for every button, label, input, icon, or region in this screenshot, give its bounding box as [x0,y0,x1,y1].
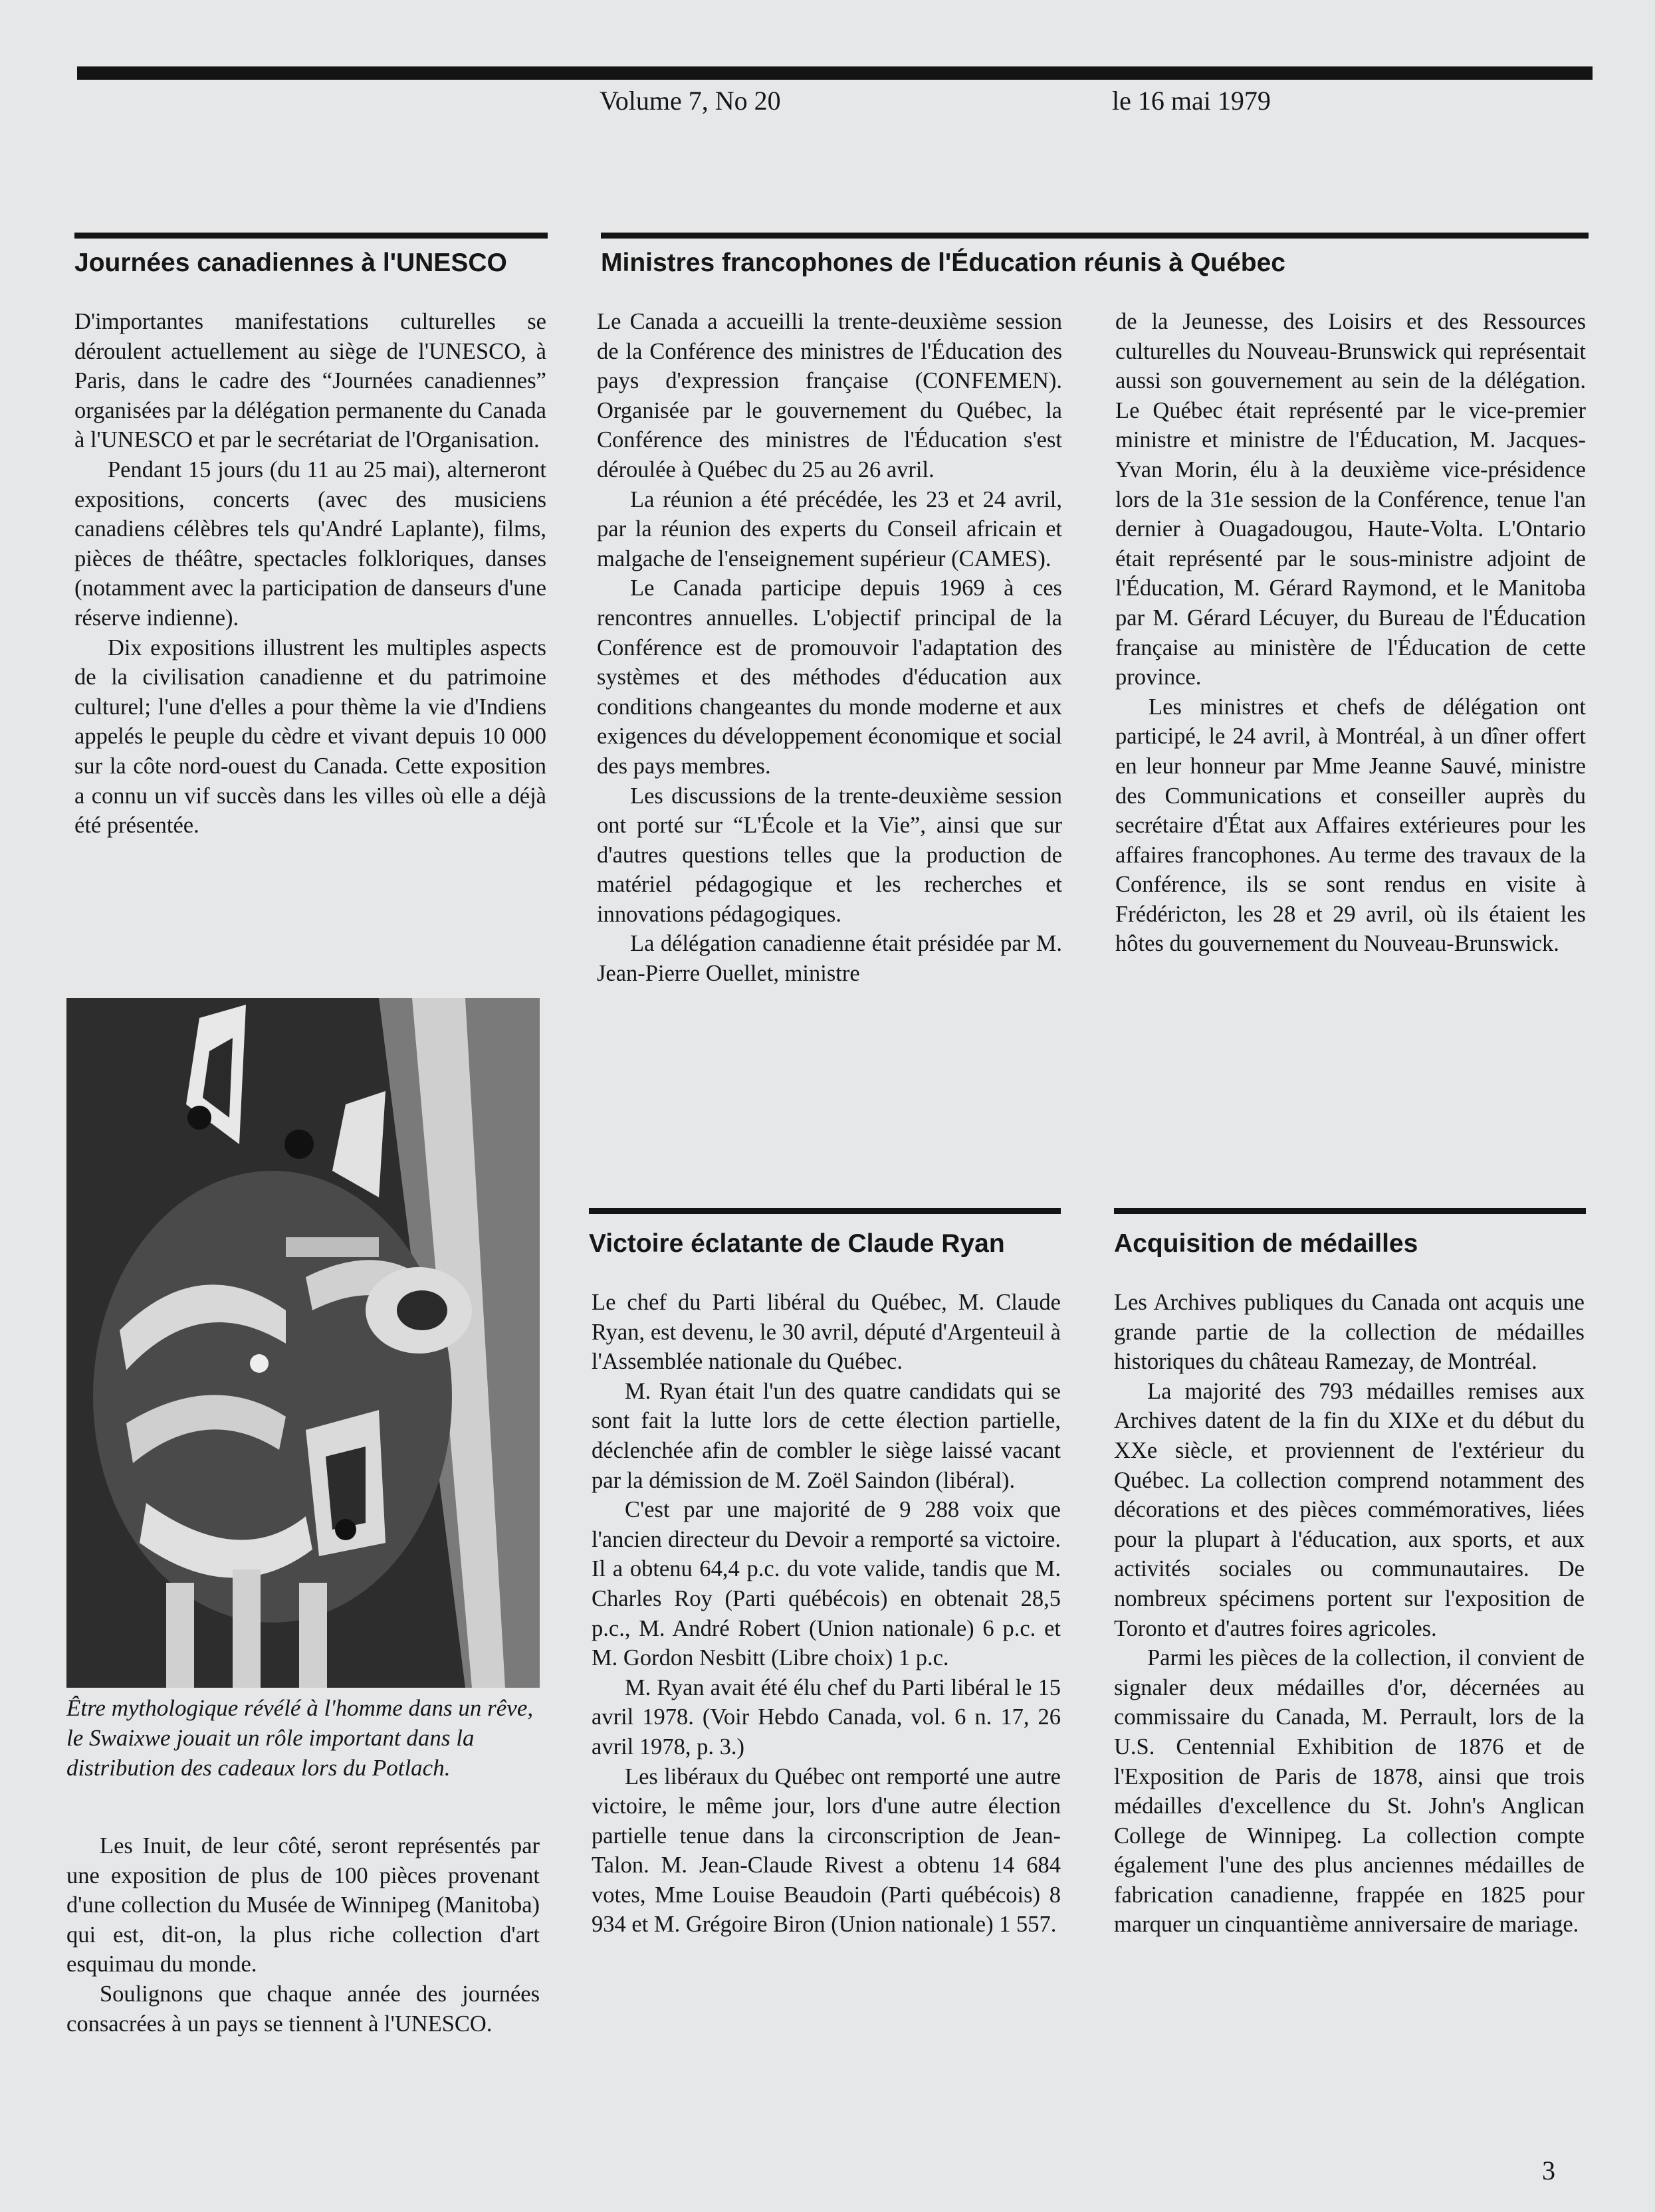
ministres-title: Ministres francophones de l'Éducation réunis à Québec [601,249,1285,277]
unesco-rule [74,233,548,239]
masthead-rule [77,66,1593,80]
ryan-paragraph: M. Ryan était l'un des quatre candidats qui se sont fait la lutte lors de cette élection partielle, déclenchée afin de combler le siège laissé vacant par la démission de M. Zoël Saindon (libéral). [592,1378,1061,1493]
page-number: 3 [1542,2156,1555,2185]
ministres-column-1 [597,307,1062,989]
unesco-paragraph: Dix expositions illustrent les multiples aspects de la civilisation canadienne et du patrimoine culturel; l'une d'elles a pour thème la vie d'Indiens appelés le peuple du cèdre et vivant depuis 10 000 sur la côte nord-ouest du Canada. Cette exposition a connu un vif succès dans les villes où elle a déjà été présentée. [74,635,546,839]
issue-date: le 16 mai 1979 [1112,86,1271,116]
ryan-rule [589,1208,1061,1214]
ministres-paragraph: Les discussions de la trente-deuxième session ont porté sur “L'École et la Vie”, ainsi que sur d'autres questions telles que la production de matériel pédagogique et les recherches et innovations pédagogiques. [597,783,1062,927]
unesco-paragraph: Pendant 15 jours (du 11 au 25 mai), alterneront expositions, concerts (avec des musiciens canadiens célèbres tels qu'André Laplante), films, pièces de théâtre, spectacles folkloriques, danses (notamment avec la participation de danseurs d'une réserve indienne). [74,456,546,631]
medailles-body [1114,1288,1585,1940]
ministres-column-2 [1115,307,1586,959]
ministres-paragraph: La réunion a été précédée, les 23 et 24 avril, par la réunion des experts du Conseil africain et malgache de l'enseignement supérieur (CAMES). [597,486,1062,571]
issue-volume: Volume 7, No 20 [600,86,781,116]
ministres-paragraph: de la Jeunesse, des Loisirs et des Ressources culturelles du Nouveau-Brunswick qui représentait aussi son gouvernement au sein de la délégation. Le Québec était représenté par le vice-premier ministre et ministre de l'Éducation, M. Jacques-Yvan Morin, élu à la deuxième vice-présidence lors de la 31e session de la Conférence, tenue l'an dernier à Ouagadougou, Haute-Volta. L'Ontario était représenté par le sous-ministre adjoint de l'Éducation, M. Gérard Raymond, et le Manitoba par M. Gérard Lécuyer, du Bureau de l'Éducation française au ministère de l'Éducation de cette province. [1115,309,1586,690]
ryan-title: Victoire éclatante de Claude Ryan [589,1229,1005,1258]
unesco-body [74,307,546,841]
unesco-paragraph: Les Inuit, de leur côté, seront représentés par une exposition de plus de 100 pièces provenant d'une collection du Musée de Winnipeg (Manitoba) qui est, dit-on, la plus riche collection d'art esquimau du monde. [66,1833,540,1977]
unesco-body-continued [66,1831,540,2039]
medailles-paragraph: La majorité des 793 médailles remises aux Archives datent de la fin du XIXe et du début du XXe siècle, et proviennent de l'extérieur du Québec. La collection comprend notamment des décorations et des pièces commémoratives, liées pour la plupart à l'éducation, aux sports, et aux activités sociales ou communautaires. De nombreux spécimens portent sur l'exposition de Toronto et d'autres foires agricoles. [1114,1378,1585,1641]
ministres-rule [601,233,1589,239]
ryan-body [592,1288,1061,1940]
medailles-paragraph: Les Archives publiques du Canada ont acquis une grande partie de la collection de médailles historiques du château Ramezay, de Montréal. [1114,1290,1585,1375]
unesco-title: Journées canadiennes à l'UNESCO [74,249,507,277]
ministres-paragraph: La délégation canadienne était présidée par M. Jean-Pierre Ouellet, ministre [597,931,1062,987]
ryan-paragraph: C'est par une majorité de 9 288 voix que l'ancien directeur du Devoir a remporté sa victoire. Il a obtenu 64,4 p.c. du vote valide, tandis que M. Charles Roy (Parti québécois) en obtenait 28,5 p.c., M. André Robert (Union nationale) 6 p.c. et M. Gordon Nesbitt (Libre choix) 1 p.c. [592,1497,1061,1671]
medailles-title: Acquisition de médailles [1114,1229,1418,1258]
ryan-paragraph: Le chef du Parti libéral du Québec, M. Claude Ryan, est devenu, le 30 avril, député d'Argenteuil à l'Assemblée nationale du Québec. [592,1290,1061,1375]
ryan-paragraph: M. Ryan avait été élu chef du Parti libéral le 15 avril 1978. (Voir Hebdo Canada, vol. 6 n. 17, 26 avril 1978, p. 3.) [592,1674,1061,1760]
unesco-paragraph: Soulignons que chaque année des journées consacrées à un pays se tiennent à l'UNESCO. [66,1981,540,2037]
ministres-paragraph: Les ministres et chefs de délégation ont participé, le 24 avril, à Montréal, à un dîner offert en leur honneur par Mme Jeanne Sauvé, ministre des Communications et conseiller auprès du secrétaire d'État aux Affaires extérieures pour les affaires francophones. Au terme des travaux de la Conférence, ils se sont rendus en visite à Frédéricton, les 28 et 29 avril, où ils étaient les hôtes du gouvernement du Nouveau-Brunswick. [1115,694,1586,957]
medailles-paragraph: Parmi les pièces de la collection, il convient de signaler deux médailles d'or, décernées au commissaire du Canada, M. Perrault, lors de la U.S. Centennial Exhibition de 1876 et de l'Exposition de Paris de 1878, ainsi que trois médailles d'excellence du St. John's Anglican College de Winnipeg. La collection compte également l'une des plus anciennes médailles de fabrication canadienne, frappée en 1825 pour marquer un cinquantième anniversaire de mariage. [1114,1645,1585,1938]
ministres-paragraph: Le Canada participe depuis 1969 à ces rencontres annuelles. L'objectif principal de la Conférence est de promouvoir l'adaptation des systèmes et des méthodes d'éducation aux conditions changeantes du monde moderne et aux exigences du développement économique et social des pays membres. [597,575,1062,779]
swaixwe-mask-photo [66,998,540,1688]
ministres-paragraph: Le Canada a accueilli la trente-deuxième session de la Conférence des ministres de l'Éducation des pays d'expression française (CONFEMEN). Organisée par le gouvernement du Québec, la Conférence des ministres de l'Éducation s'est déroulée à Québec du 25 au 26 avril. [597,309,1062,482]
swaixwe-mask-illustration [66,998,540,1688]
ryan-paragraph: Les libéraux du Québec ont remporté une autre victoire, le même jour, lors d'une autre élection partielle tenue dans la circonscription de Jean-Talon. M. Jean-Claude Rivest a obtenu 14 684 votes, Mme Louise Beaudoin (Parti québécois) 8 934 et M. Grégoire Biron (Union nationale) 1 557. [592,1763,1061,1938]
photo-caption: Être mythologique révélé à l'homme dans un rêve, le Swaixwe jouait un rôle important dans la distribution des cadeaux lors du Potlach. [66,1695,534,1781]
medailles-rule [1114,1208,1586,1214]
unesco-paragraph: D'importantes manifestations culturelles se déroulent actuellement au siège de l'UNESCO, à Paris, dans le cadre des “Journées canadiennes” organisées par la délégation permanente du Canada à l'UNESCO et par le secrétariat de l'Organisation. [74,309,546,453]
